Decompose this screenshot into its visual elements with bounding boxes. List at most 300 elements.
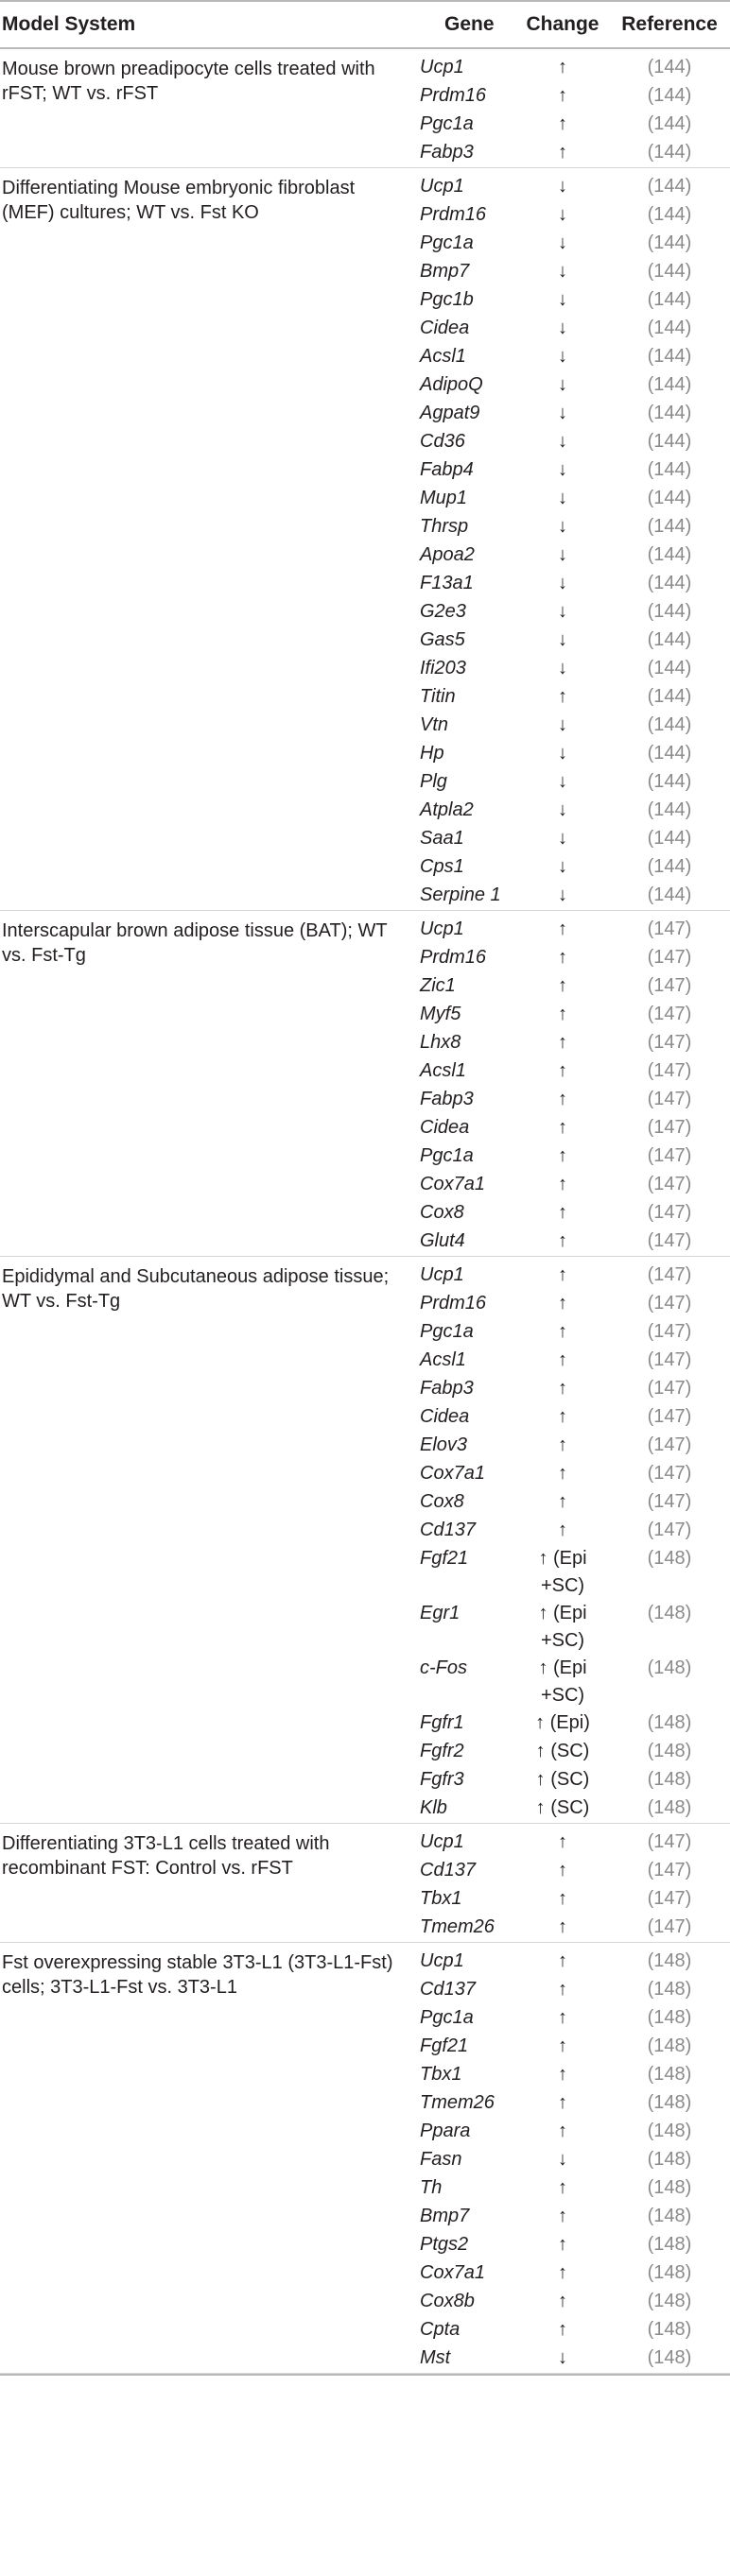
table-row bbox=[410, 1655, 730, 1709]
change-cell: ↑ bbox=[558, 1831, 567, 1852]
table-row bbox=[410, 1114, 730, 1142]
change-cell: ↑ bbox=[558, 2092, 567, 2113]
reference-link[interactable]: (144) bbox=[647, 431, 692, 452]
change-cell: ↑ bbox=[558, 1293, 567, 1314]
gene-cell: Mup1 bbox=[420, 488, 468, 508]
reference-link[interactable]: (147) bbox=[647, 1831, 692, 1852]
gene-cell: F13a1 bbox=[420, 573, 474, 593]
reference-link[interactable]: (144) bbox=[647, 57, 692, 77]
table-group bbox=[0, 49, 730, 168]
change-cell: ↓ bbox=[558, 232, 567, 253]
reference-link[interactable]: (144) bbox=[647, 488, 692, 508]
reference-link[interactable]: (144) bbox=[647, 573, 692, 593]
gene-cell: AdipoQ bbox=[420, 374, 483, 395]
change-cell: ↑ bbox=[558, 2121, 567, 2141]
gene-cell: Cox8 bbox=[420, 1202, 464, 1223]
table-row bbox=[410, 1086, 730, 1114]
gene-cell: Ucp1 bbox=[420, 919, 464, 939]
reference-link[interactable]: (144) bbox=[647, 743, 692, 764]
reference-link[interactable]: (144) bbox=[647, 459, 692, 480]
reference-link[interactable]: (148) bbox=[647, 1712, 692, 1733]
table-row bbox=[410, 1257, 730, 1290]
gene-cell: Fgf21 bbox=[420, 1548, 469, 1569]
change-cell: ↑ bbox=[558, 2064, 567, 2085]
change-cell: ↓ bbox=[558, 289, 567, 310]
table-row bbox=[410, 2118, 730, 2146]
reference-link[interactable]: (147) bbox=[647, 1321, 692, 1342]
change-cell: ↑ bbox=[558, 113, 567, 134]
reference-link[interactable]: (147) bbox=[647, 1406, 692, 1427]
table-row bbox=[410, 1857, 730, 1885]
reference-link[interactable]: (147) bbox=[647, 1491, 692, 1512]
gene-cell: Tmem26 bbox=[420, 2092, 495, 2113]
reference-link[interactable]: (148) bbox=[647, 2149, 692, 2170]
table-row bbox=[410, 2004, 730, 2033]
reference-link[interactable]: (147) bbox=[647, 1434, 692, 1455]
table-row bbox=[410, 1824, 730, 1857]
reference-link[interactable]: (148) bbox=[647, 2206, 692, 2226]
reference-link[interactable]: (147) bbox=[647, 1378, 692, 1399]
gene-cell: Pgc1a bbox=[420, 113, 474, 134]
change-cell: ↑ (SC) bbox=[535, 1769, 590, 1790]
reference-link[interactable]: (148) bbox=[647, 1657, 692, 1678]
change-cell: ↑ bbox=[558, 1406, 567, 1427]
change-cell: ↑ bbox=[558, 2177, 567, 2198]
table-row bbox=[410, 1709, 730, 1738]
change-cell: ↑ bbox=[558, 686, 567, 707]
table-row bbox=[410, 1347, 730, 1375]
table-row bbox=[410, 2174, 730, 2203]
gene-cell: Prdm16 bbox=[420, 947, 487, 968]
table-row bbox=[410, 712, 730, 740]
table-row bbox=[410, 1228, 730, 1256]
gene-rows bbox=[410, 911, 730, 1256]
gene-cell: Prdm16 bbox=[420, 204, 487, 225]
gene-cell: Pgc1a bbox=[420, 2007, 474, 2028]
change-cell: ↑ (Epi +SC) bbox=[538, 1548, 587, 1596]
change-cell: ↑ (Epi +SC) bbox=[538, 1657, 587, 1706]
reference-link[interactable]: (147) bbox=[647, 1888, 692, 1909]
table-row bbox=[410, 1885, 730, 1914]
reference-link[interactable]: (144) bbox=[647, 884, 692, 905]
table-row bbox=[410, 1403, 730, 1432]
change-cell: ↓ bbox=[558, 629, 567, 650]
gene-cell: Myf5 bbox=[420, 1004, 461, 1024]
reference-link[interactable]: (144) bbox=[647, 85, 692, 106]
reference-link[interactable]: (144) bbox=[647, 856, 692, 877]
gene-cell: Fabp4 bbox=[420, 459, 474, 480]
change-cell: ↓ bbox=[558, 431, 567, 452]
change-cell: ↑ bbox=[558, 1264, 567, 1285]
reference-link[interactable]: (144) bbox=[647, 318, 692, 338]
gene-cell: Tbx1 bbox=[420, 1888, 462, 1909]
gene-cell: Agpat9 bbox=[420, 403, 480, 423]
reference-link[interactable]: (147) bbox=[647, 1463, 692, 1484]
change-cell: ↑ bbox=[558, 1520, 567, 1540]
change-cell: ↑ bbox=[558, 1463, 567, 1484]
table-row bbox=[410, 2288, 730, 2316]
table-row bbox=[410, 911, 730, 944]
reference-link[interactable]: (144) bbox=[647, 828, 692, 849]
change-cell: ↑ bbox=[558, 1916, 567, 1937]
table-row bbox=[410, 1738, 730, 1766]
reference-link[interactable]: (144) bbox=[647, 204, 692, 225]
change-cell: ↑ bbox=[558, 1860, 567, 1880]
gene-cell: Cd137 bbox=[420, 1520, 476, 1540]
change-cell: ↑ bbox=[558, 1230, 567, 1251]
table-row bbox=[410, 1001, 730, 1029]
gene-cell: Apoa2 bbox=[420, 544, 475, 565]
model-system-cell: Fst overexpressing stable 3T3-L1 (3T3-L1-Fst) cells; 3T3-L1-Fst vs. 3T3-L1 bbox=[2, 1952, 393, 1998]
table-row bbox=[410, 2231, 730, 2259]
change-cell: ↑ (Epi) bbox=[535, 1712, 590, 1733]
reference-link[interactable]: (148) bbox=[647, 1950, 692, 1971]
reference-link[interactable]: (147) bbox=[647, 1293, 692, 1314]
reference-link[interactable]: (148) bbox=[647, 1769, 692, 1790]
table-row bbox=[410, 2089, 730, 2118]
gene-cell: Elov3 bbox=[420, 1434, 468, 1455]
reference-link[interactable]: (144) bbox=[647, 686, 692, 707]
table-group bbox=[0, 1824, 730, 1943]
reference-link[interactable]: (147) bbox=[647, 1916, 692, 1937]
table-row bbox=[410, 230, 730, 258]
reference-link[interactable]: (148) bbox=[647, 1979, 692, 2000]
table-row bbox=[410, 1460, 730, 1488]
table-row bbox=[410, 740, 730, 768]
table-row bbox=[410, 972, 730, 1001]
gene-cell: Gas5 bbox=[420, 629, 465, 650]
change-cell: ↑ bbox=[558, 919, 567, 939]
change-cell: ↓ bbox=[558, 2149, 567, 2170]
table-row bbox=[410, 2146, 730, 2174]
gene-cell: Cd137 bbox=[420, 1979, 476, 2000]
gene-cell: Fasn bbox=[420, 2149, 462, 2170]
change-cell: ↓ bbox=[558, 771, 567, 792]
table-row bbox=[410, 598, 730, 627]
reference-link[interactable]: (148) bbox=[647, 2234, 692, 2255]
table-row bbox=[410, 1029, 730, 1057]
reference-link[interactable]: (147) bbox=[647, 1264, 692, 1285]
gene-cell: Cox7a1 bbox=[420, 1174, 485, 1194]
change-cell: ↓ bbox=[558, 488, 567, 508]
change-cell: ↑ bbox=[558, 1145, 567, 1166]
gene-cell: Cidea bbox=[420, 318, 470, 338]
table-row bbox=[410, 1318, 730, 1347]
gene-cell: Tbx1 bbox=[420, 2064, 462, 2085]
reference-link[interactable]: (144) bbox=[647, 176, 692, 197]
reference-link[interactable]: (148) bbox=[647, 2064, 692, 2085]
gene-cell: Ucp1 bbox=[420, 1831, 464, 1852]
table-row bbox=[410, 428, 730, 456]
reference-link[interactable]: (147) bbox=[647, 1089, 692, 1109]
reference-link[interactable]: (144) bbox=[647, 714, 692, 735]
reference-link[interactable]: (148) bbox=[647, 2262, 692, 2283]
reference-link[interactable]: (147) bbox=[647, 1174, 692, 1194]
change-cell: ↓ bbox=[558, 204, 567, 225]
gene-cell: Cd137 bbox=[420, 1860, 476, 1880]
reference-link[interactable]: (144) bbox=[647, 629, 692, 650]
table-row bbox=[410, 853, 730, 882]
table-header bbox=[0, 0, 730, 49]
table-row bbox=[410, 944, 730, 972]
change-cell: ↑ bbox=[558, 1378, 567, 1399]
change-cell: ↓ bbox=[558, 2347, 567, 2368]
change-cell: ↓ bbox=[558, 374, 567, 395]
table-row bbox=[410, 168, 730, 201]
table-row bbox=[410, 1375, 730, 1403]
reference-link[interactable]: (147) bbox=[647, 1520, 692, 1540]
table-row bbox=[410, 1545, 730, 1600]
reference-link[interactable]: (148) bbox=[647, 1603, 692, 1623]
model-system-cell: Mouse brown preadipocyte cells treated with rFST; WT vs. rFST bbox=[2, 59, 375, 104]
change-cell: ↑ bbox=[558, 1888, 567, 1909]
reference-link[interactable]: (147) bbox=[647, 1060, 692, 1081]
reference-link[interactable]: (148) bbox=[647, 1548, 692, 1569]
reference-link[interactable]: (147) bbox=[647, 1349, 692, 1370]
change-cell: ↑ bbox=[558, 1060, 567, 1081]
gene-rows bbox=[410, 1257, 730, 1823]
reference-link[interactable]: (144) bbox=[647, 261, 692, 282]
gene-rows bbox=[410, 1943, 730, 2373]
reference-link[interactable]: (144) bbox=[647, 601, 692, 622]
change-cell: ↑ bbox=[558, 975, 567, 996]
gene-cell: Klb bbox=[420, 1797, 447, 1818]
gene-cell: G2e3 bbox=[420, 601, 466, 622]
gene-cell: Cidea bbox=[420, 1406, 470, 1427]
reference-link[interactable]: (147) bbox=[647, 1202, 692, 1223]
table-row bbox=[410, 400, 730, 428]
gene-cell: Cox7a1 bbox=[420, 1463, 485, 1484]
reference-link[interactable]: (147) bbox=[647, 1145, 692, 1166]
gene-cell: Ucp1 bbox=[420, 176, 464, 197]
gene-cell: Pgc1a bbox=[420, 1321, 474, 1342]
gene-cell: Ucp1 bbox=[420, 57, 464, 77]
gene-cell: Fabp3 bbox=[420, 1378, 474, 1399]
change-cell: ↓ bbox=[558, 573, 567, 593]
gene-cell: Ifi203 bbox=[420, 658, 466, 678]
reference-link[interactable]: (144) bbox=[647, 374, 692, 395]
change-cell: ↓ bbox=[558, 261, 567, 282]
gene-rows bbox=[410, 49, 730, 167]
gene-cell: Fgfr2 bbox=[420, 1741, 464, 1761]
table-row bbox=[410, 1199, 730, 1228]
change-cell: ↑ bbox=[558, 2319, 567, 2340]
change-cell: ↓ bbox=[558, 346, 567, 367]
model-system-cell: Differentiating Mouse embryonic fibroblast (MEF) cultures; WT vs. Fst KO bbox=[2, 178, 356, 223]
change-cell: ↑ (SC) bbox=[535, 1741, 590, 1761]
header-reference: Reference bbox=[621, 13, 718, 35]
gene-cell: Titin bbox=[420, 686, 456, 707]
table-row bbox=[410, 1432, 730, 1460]
change-cell: ↑ bbox=[558, 1202, 567, 1223]
gene-cell: Cd36 bbox=[420, 431, 465, 452]
reference-link[interactable]: (147) bbox=[647, 1860, 692, 1880]
table-row bbox=[410, 797, 730, 825]
gene-cell: Fgfr3 bbox=[420, 1769, 464, 1790]
table-group bbox=[0, 1257, 730, 1824]
table-row bbox=[410, 1057, 730, 1086]
table-row bbox=[410, 1488, 730, 1517]
reference-link[interactable]: (144) bbox=[647, 142, 692, 163]
table-row bbox=[410, 2061, 730, 2089]
table-row bbox=[410, 201, 730, 230]
reference-link[interactable]: (147) bbox=[647, 919, 692, 939]
table-row bbox=[410, 343, 730, 371]
change-cell: ↑ bbox=[558, 1979, 567, 2000]
change-cell: ↑ bbox=[558, 1032, 567, 1053]
change-cell: ↑ bbox=[558, 2007, 567, 2028]
table-row bbox=[410, 82, 730, 111]
reference-link[interactable]: (144) bbox=[647, 346, 692, 367]
gene-cell: Ucp1 bbox=[420, 1950, 464, 1971]
gene-cell: Plg bbox=[420, 771, 447, 792]
header-change: Change bbox=[526, 13, 600, 35]
reference-link[interactable]: (148) bbox=[647, 2092, 692, 2113]
change-cell: ↓ bbox=[558, 459, 567, 480]
gene-cell: Ptgs2 bbox=[420, 2234, 469, 2255]
table-row bbox=[410, 825, 730, 853]
table-row bbox=[410, 655, 730, 683]
reference-link[interactable]: (148) bbox=[647, 2291, 692, 2311]
table-row bbox=[410, 2316, 730, 2344]
gene-rows bbox=[410, 168, 730, 910]
gene-cell: Saa1 bbox=[420, 828, 464, 849]
table-row bbox=[410, 1914, 730, 1942]
gene-cell: c-Fos bbox=[420, 1657, 467, 1678]
table-row bbox=[410, 139, 730, 167]
gene-cell: Zic1 bbox=[420, 975, 456, 996]
gene-cell: Cox7a1 bbox=[420, 2262, 485, 2283]
gene-rows bbox=[410, 1824, 730, 1942]
header-gene: Gene bbox=[444, 13, 495, 35]
reference-link[interactable]: (147) bbox=[647, 947, 692, 968]
table-row bbox=[410, 2033, 730, 2061]
reference-link[interactable]: (148) bbox=[647, 1741, 692, 1761]
gene-cell: Prdm16 bbox=[420, 85, 487, 106]
table-row bbox=[410, 1976, 730, 2004]
reference-link[interactable]: (147) bbox=[647, 1032, 692, 1053]
gene-cell: Cox8b bbox=[420, 2291, 475, 2311]
change-cell: ↓ bbox=[558, 601, 567, 622]
change-cell: ↑ (Epi +SC) bbox=[538, 1603, 587, 1651]
model-system-cell: Epididymal and Subcutaneous adipose tissue; WT vs. Fst-Tg bbox=[2, 1266, 390, 1312]
change-cell: ↑ bbox=[558, 1089, 567, 1109]
gene-cell: Cox8 bbox=[420, 1491, 464, 1512]
change-cell: ↑ bbox=[558, 2291, 567, 2311]
gene-cell: Hp bbox=[420, 743, 444, 764]
gene-cell: Fabp3 bbox=[420, 1089, 474, 1109]
reference-link[interactable]: (147) bbox=[647, 1230, 692, 1251]
gene-cell: Cidea bbox=[420, 1117, 470, 1138]
header-model-system: Model System bbox=[2, 13, 136, 35]
gene-cell: Lhx8 bbox=[420, 1032, 461, 1053]
change-cell: ↑ bbox=[558, 1174, 567, 1194]
reference-link[interactable]: (147) bbox=[647, 975, 692, 996]
reference-link[interactable]: (148) bbox=[647, 2007, 692, 2028]
table-row bbox=[410, 541, 730, 570]
reference-link[interactable]: (144) bbox=[647, 544, 692, 565]
table-row bbox=[410, 286, 730, 315]
gene-cell: Pgc1a bbox=[420, 232, 474, 253]
change-cell: ↑ bbox=[558, 85, 567, 106]
gene-cell: Egr1 bbox=[420, 1603, 461, 1623]
change-cell: ↓ bbox=[558, 658, 567, 678]
reference-link[interactable]: (148) bbox=[647, 1797, 692, 1818]
change-cell: ↑ bbox=[558, 1434, 567, 1455]
gene-cell: Prdm16 bbox=[420, 1293, 487, 1314]
gene-cell: Pgc1a bbox=[420, 1145, 474, 1166]
change-cell: ↓ bbox=[558, 176, 567, 197]
change-cell: ↓ bbox=[558, 403, 567, 423]
reference-link[interactable]: (148) bbox=[647, 2121, 692, 2141]
table-row bbox=[410, 683, 730, 712]
reference-link[interactable]: (144) bbox=[647, 232, 692, 253]
change-cell: ↑ bbox=[558, 142, 567, 163]
gene-cell: Pgc1b bbox=[420, 289, 474, 310]
gene-cell: Ucp1 bbox=[420, 1264, 464, 1285]
reference-link[interactable]: (144) bbox=[647, 113, 692, 134]
table-row bbox=[410, 570, 730, 598]
gene-cell: Tmem26 bbox=[420, 1916, 495, 1937]
gene-cell: Fgfr1 bbox=[420, 1712, 464, 1733]
gene-cell: Fgf21 bbox=[420, 2035, 469, 2056]
gene-cell: Serpine 1 bbox=[420, 884, 501, 905]
table-row bbox=[410, 371, 730, 400]
reference-link[interactable]: (144) bbox=[647, 516, 692, 537]
table-row bbox=[410, 1943, 730, 1976]
table-row bbox=[410, 111, 730, 139]
gene-cell: Acsl1 bbox=[420, 1349, 466, 1370]
gene-cell: Cpta bbox=[420, 2319, 461, 2340]
reference-link[interactable]: (144) bbox=[647, 771, 692, 792]
change-cell: ↑ bbox=[558, 947, 567, 968]
table-row bbox=[410, 1600, 730, 1655]
reference-link[interactable]: (148) bbox=[647, 2319, 692, 2340]
gene-cell: Bmp7 bbox=[420, 2206, 470, 2226]
reference-link[interactable]: (144) bbox=[647, 403, 692, 423]
table-row bbox=[410, 485, 730, 513]
change-cell: ↓ bbox=[558, 516, 567, 537]
reference-link[interactable]: (144) bbox=[647, 799, 692, 820]
reference-link[interactable]: (147) bbox=[647, 1117, 692, 1138]
reference-link[interactable]: (148) bbox=[647, 2347, 692, 2368]
gene-cell: Thrsp bbox=[420, 516, 469, 537]
reference-link[interactable]: (147) bbox=[647, 1004, 692, 1024]
table-row bbox=[410, 882, 730, 910]
reference-link[interactable]: (144) bbox=[647, 658, 692, 678]
gene-cell: Th bbox=[420, 2177, 443, 2198]
change-cell: ↓ bbox=[558, 856, 567, 877]
table-group bbox=[0, 911, 730, 1257]
table-group bbox=[0, 168, 730, 911]
change-cell: ↑ bbox=[558, 1321, 567, 1342]
gene-cell: Acsl1 bbox=[420, 1060, 466, 1081]
reference-link[interactable]: (148) bbox=[647, 2035, 692, 2056]
reference-link[interactable]: (148) bbox=[647, 2177, 692, 2198]
table-row bbox=[410, 258, 730, 286]
change-cell: ↓ bbox=[558, 318, 567, 338]
gene-cell: Vtn bbox=[420, 714, 449, 735]
reference-link[interactable]: (144) bbox=[647, 289, 692, 310]
gene-cell: Atpla2 bbox=[420, 799, 474, 820]
table-row bbox=[410, 1142, 730, 1171]
change-cell: ↓ bbox=[558, 884, 567, 905]
table-row bbox=[410, 2203, 730, 2231]
table-row bbox=[410, 1171, 730, 1199]
change-cell: ↑ bbox=[558, 2262, 567, 2283]
model-system-cell: Interscapular brown adipose tissue (BAT); WT vs. Fst-Tg bbox=[2, 920, 388, 966]
change-cell: ↓ bbox=[558, 828, 567, 849]
